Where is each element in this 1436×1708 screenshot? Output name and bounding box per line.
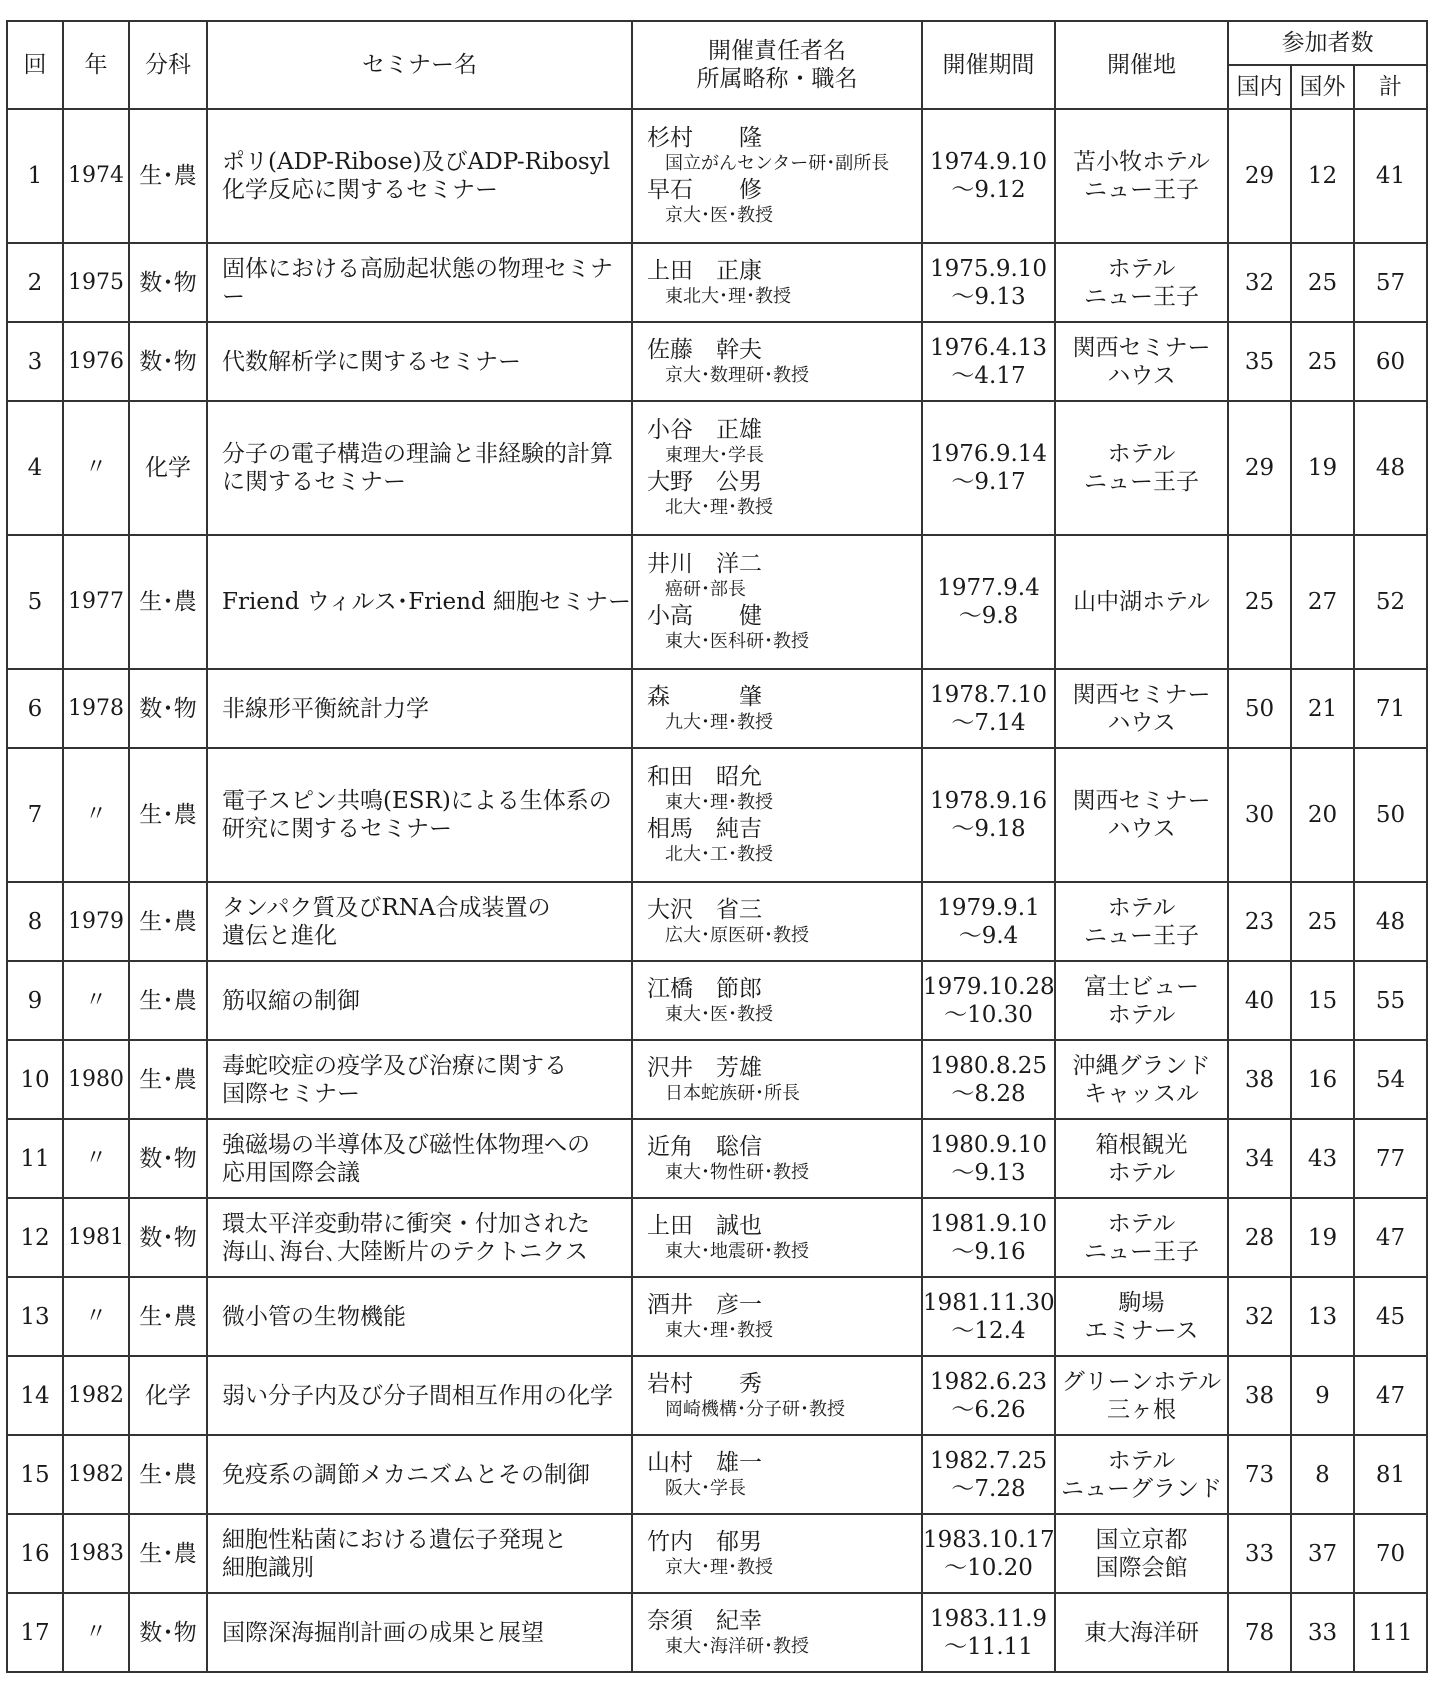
cell-number: 11 bbox=[7, 1119, 63, 1198]
cell-year: 1976 bbox=[63, 322, 129, 401]
cell-foreign: 8 bbox=[1291, 1435, 1354, 1514]
cell-domestic: 50 bbox=[1228, 669, 1291, 748]
cell-domestic: 32 bbox=[1228, 243, 1291, 322]
organizer-name: 小谷 正雄 bbox=[647, 417, 762, 443]
cell-foreign: 13 bbox=[1291, 1277, 1354, 1356]
cell-field: 数･物 bbox=[129, 322, 207, 401]
header-foreign: 国外 bbox=[1291, 65, 1354, 109]
cell-seminar-name: 微小管の生物機能 bbox=[207, 1277, 632, 1356]
organizer-affiliation: 東大･物性研･教授 bbox=[665, 1161, 809, 1183]
cell-seminar-name: 非線形平衡統計力学 bbox=[207, 669, 632, 748]
cell-foreign: 16 bbox=[1291, 1040, 1354, 1119]
organizer-name: 大野 公男 bbox=[647, 469, 762, 495]
cell-total: 45 bbox=[1354, 1277, 1427, 1356]
table-row bbox=[7, 669, 1427, 748]
header-seminar: セミナー名 bbox=[207, 21, 632, 109]
cell-seminar-name: 毒蛇咬症の疫学及び治療に関する 国際セミナー bbox=[207, 1040, 632, 1119]
cell-field: 生･農 bbox=[129, 1277, 207, 1356]
organizer-affiliation: 京大･医･教授 bbox=[665, 205, 773, 226]
organizer-name: 岩村 秀 bbox=[647, 1370, 762, 1397]
table-header bbox=[7, 21, 1427, 109]
organizer-affiliation: 岡崎機構･分子研･教授 bbox=[665, 1398, 845, 1420]
cell-domestic: 38 bbox=[1228, 1040, 1291, 1119]
cell-year: 〃 bbox=[63, 1277, 129, 1356]
cell-period: 1979.10.28 ～10.30 bbox=[922, 961, 1055, 1040]
cell-field: 数･物 bbox=[129, 243, 207, 322]
cell-period: 1981.11.30 ～12.4 bbox=[922, 1277, 1055, 1356]
cell-foreign: 9 bbox=[1291, 1356, 1354, 1435]
cell-year: 〃 bbox=[63, 748, 129, 882]
table-body bbox=[7, 109, 1427, 1672]
cell-period: 1979.9.1 ～9.4 bbox=[922, 882, 1055, 961]
cell-period: 1976.4.13 ～4.17 bbox=[922, 322, 1055, 401]
organizer-affiliation: 東理大･学長 bbox=[665, 445, 764, 466]
cell-year: 1978 bbox=[63, 669, 129, 748]
cell-period: 1983.11.9 ～11.11 bbox=[922, 1593, 1055, 1672]
table-row bbox=[7, 1593, 1427, 1672]
seminar-table-container bbox=[6, 20, 1428, 1673]
cell-period: 1982.6.23 ～6.26 bbox=[922, 1356, 1055, 1435]
cell-total: 60 bbox=[1354, 322, 1427, 401]
organizer-affiliation: 東大･海洋研･教授 bbox=[665, 1635, 809, 1657]
cell-year: 〃 bbox=[63, 1593, 129, 1672]
cell-seminar-name: 代数解析学に関するセミナー bbox=[207, 322, 632, 401]
cell-organizer bbox=[632, 1593, 922, 1672]
cell-period: 1976.9.14 ～9.17 bbox=[922, 401, 1055, 535]
cell-number: 2 bbox=[7, 243, 63, 322]
cell-venue: ホテル ニュー王子 bbox=[1055, 401, 1228, 535]
cell-organizer bbox=[632, 1435, 922, 1514]
header-kai: 回 bbox=[7, 21, 63, 109]
cell-total: 77 bbox=[1354, 1119, 1427, 1198]
cell-organizer bbox=[632, 882, 922, 961]
cell-year: 1982 bbox=[63, 1435, 129, 1514]
cell-foreign: 25 bbox=[1291, 322, 1354, 401]
table-row bbox=[7, 322, 1427, 401]
organizer-affiliation: 東大･理･教授 bbox=[665, 1319, 773, 1341]
organizer-affiliation: 東大･地震研･教授 bbox=[665, 1240, 809, 1262]
cell-organizer bbox=[632, 669, 922, 748]
cell-seminar-name: 筋収縮の制御 bbox=[207, 961, 632, 1040]
cell-field: 数･物 bbox=[129, 669, 207, 748]
cell-organizer bbox=[632, 748, 922, 882]
table-row bbox=[7, 1277, 1427, 1356]
cell-field: 生･農 bbox=[129, 535, 207, 669]
cell-seminar-name: 国際深海掘削計画の成果と展望 bbox=[207, 1593, 632, 1672]
cell-total: 47 bbox=[1354, 1356, 1427, 1435]
cell-foreign: 21 bbox=[1291, 669, 1354, 748]
organizer-name: 大沢 省三 bbox=[647, 896, 762, 923]
cell-total: 52 bbox=[1354, 535, 1427, 669]
cell-period: 1977.9.4 ～9.8 bbox=[922, 535, 1055, 669]
header-year: 年 bbox=[63, 21, 129, 109]
cell-year: 1975 bbox=[63, 243, 129, 322]
cell-number: 1 bbox=[7, 109, 63, 243]
cell-organizer bbox=[632, 401, 922, 535]
table-row bbox=[7, 1435, 1427, 1514]
cell-venue: ホテル ニューグランド bbox=[1055, 1435, 1228, 1514]
cell-year: 〃 bbox=[63, 401, 129, 535]
cell-period: 1982.7.25 ～7.28 bbox=[922, 1435, 1055, 1514]
cell-venue: 関西セミナー ハウス bbox=[1055, 748, 1228, 882]
cell-venue: 国立京都 国際会館 bbox=[1055, 1514, 1228, 1593]
cell-total: 70 bbox=[1354, 1514, 1427, 1593]
cell-period: 1980.9.10 ～9.13 bbox=[922, 1119, 1055, 1198]
cell-domestic: 35 bbox=[1228, 322, 1291, 401]
cell-foreign: 43 bbox=[1291, 1119, 1354, 1198]
cell-domestic: 25 bbox=[1228, 535, 1291, 669]
organizer-affiliation: 九大･理･教授 bbox=[665, 711, 773, 733]
cell-year: 1981 bbox=[63, 1198, 129, 1277]
cell-field: 生･農 bbox=[129, 1435, 207, 1514]
cell-seminar-name: 弱い分子内及び分子間相互作用の化学 bbox=[207, 1356, 632, 1435]
cell-domestic: 23 bbox=[1228, 882, 1291, 961]
cell-field: 化学 bbox=[129, 401, 207, 535]
organizer-affiliation: 京大･理･教授 bbox=[665, 1556, 773, 1578]
cell-total: 50 bbox=[1354, 748, 1427, 882]
cell-seminar-name: タンパク質及びRNA合成装置の 遺伝と進化 bbox=[207, 882, 632, 961]
cell-total: 47 bbox=[1354, 1198, 1427, 1277]
cell-field: 生･農 bbox=[129, 961, 207, 1040]
header-participants: 参加者数 bbox=[1228, 21, 1427, 65]
cell-total: 48 bbox=[1354, 401, 1427, 535]
cell-organizer bbox=[632, 1119, 922, 1198]
organizer-name: 杉村 隆 bbox=[647, 125, 762, 151]
organizer-name: 森 肇 bbox=[647, 683, 762, 710]
cell-seminar-name: 固体における高励起状態の物理セミナー bbox=[207, 243, 632, 322]
cell-venue: ホテル ニュー王子 bbox=[1055, 243, 1228, 322]
seminar-table bbox=[6, 20, 1428, 1673]
cell-organizer bbox=[632, 1040, 922, 1119]
cell-year: 1979 bbox=[63, 882, 129, 961]
table-row bbox=[7, 1040, 1427, 1119]
cell-seminar-name: 分子の電子構造の理論と非経験的計算 に関するセミナー bbox=[207, 401, 632, 535]
organizer-name: 山村 雄一 bbox=[647, 1449, 762, 1476]
cell-number: 10 bbox=[7, 1040, 63, 1119]
organizer-affiliation: 東大･理･教授 bbox=[665, 792, 773, 813]
header-organizer: 開催責任者名 所属略称・職名 bbox=[632, 21, 922, 109]
cell-field: 数･物 bbox=[129, 1198, 207, 1277]
cell-year: 1980 bbox=[63, 1040, 129, 1119]
cell-field: 生･農 bbox=[129, 109, 207, 243]
cell-venue: ホテル ニュー王子 bbox=[1055, 1198, 1228, 1277]
cell-seminar-name: 環太平洋変動帯に衝突・付加された 海山､海台､大陸断片のテクトニクス bbox=[207, 1198, 632, 1277]
table-row bbox=[7, 882, 1427, 961]
header-period: 開催期間 bbox=[922, 21, 1055, 109]
table-row bbox=[7, 961, 1427, 1040]
organizer-affiliation: 北大･工･教授 bbox=[665, 844, 773, 865]
cell-seminar-name: ポリ(ADP-Ribose)及びADP-Ribosyl 化学反応に関するセミナー bbox=[207, 109, 632, 243]
cell-number: 6 bbox=[7, 669, 63, 748]
organizer-name: 酒井 彦一 bbox=[647, 1291, 762, 1318]
cell-foreign: 37 bbox=[1291, 1514, 1354, 1593]
table-row bbox=[7, 748, 1427, 882]
header-field: 分科 bbox=[129, 21, 207, 109]
cell-period: 1983.10.17 ～10.20 bbox=[922, 1514, 1055, 1593]
header-domestic: 国内 bbox=[1228, 65, 1291, 109]
cell-number: 9 bbox=[7, 961, 63, 1040]
organizer-affiliation: 北大･理･教授 bbox=[665, 497, 773, 518]
organizer-name: 相馬 純吉 bbox=[647, 816, 762, 842]
cell-field: 数･物 bbox=[129, 1119, 207, 1198]
organizer-affiliation: 京大･数理研･教授 bbox=[665, 364, 809, 386]
organizer-name: 佐藤 幹夫 bbox=[647, 336, 762, 363]
cell-organizer bbox=[632, 109, 922, 243]
cell-total: 71 bbox=[1354, 669, 1427, 748]
cell-number: 12 bbox=[7, 1198, 63, 1277]
cell-field: 生･農 bbox=[129, 1040, 207, 1119]
table-row bbox=[7, 535, 1427, 669]
cell-total: 55 bbox=[1354, 961, 1427, 1040]
cell-domestic: 34 bbox=[1228, 1119, 1291, 1198]
cell-venue: 駒場 エミナース bbox=[1055, 1277, 1228, 1356]
cell-number: 13 bbox=[7, 1277, 63, 1356]
cell-domestic: 73 bbox=[1228, 1435, 1291, 1514]
cell-venue: 箱根観光 ホテル bbox=[1055, 1119, 1228, 1198]
organizer-affiliation: 国立がんセンター研･副所長 bbox=[665, 153, 890, 174]
table-row bbox=[7, 1356, 1427, 1435]
organizer-name: 沢井 芳雄 bbox=[647, 1054, 762, 1081]
cell-venue: 関西セミナー ハウス bbox=[1055, 669, 1228, 748]
cell-total: 57 bbox=[1354, 243, 1427, 322]
cell-venue: 関西セミナー ハウス bbox=[1055, 322, 1228, 401]
table-row bbox=[7, 243, 1427, 322]
cell-organizer bbox=[632, 243, 922, 322]
organizer-name: 小高 健 bbox=[647, 603, 762, 629]
organizer-affiliation: 阪大･学長 bbox=[665, 1477, 746, 1499]
cell-number: 16 bbox=[7, 1514, 63, 1593]
cell-total: 54 bbox=[1354, 1040, 1427, 1119]
cell-year: 1982 bbox=[63, 1356, 129, 1435]
organizer-name: 江橋 節郎 bbox=[647, 975, 762, 1002]
cell-domestic: 78 bbox=[1228, 1593, 1291, 1672]
cell-period: 1981.9.10 ～9.16 bbox=[922, 1198, 1055, 1277]
cell-seminar-name: 免疫系の調節メカニズムとその制御 bbox=[207, 1435, 632, 1514]
cell-foreign: 25 bbox=[1291, 243, 1354, 322]
header-total: 計 bbox=[1354, 65, 1427, 109]
cell-seminar-name: 強磁場の半導体及び磁性体物理への 応用国際会議 bbox=[207, 1119, 632, 1198]
organizer-name: 和田 昭允 bbox=[647, 764, 762, 790]
cell-number: 14 bbox=[7, 1356, 63, 1435]
cell-foreign: 33 bbox=[1291, 1593, 1354, 1672]
cell-number: 15 bbox=[7, 1435, 63, 1514]
cell-number: 5 bbox=[7, 535, 63, 669]
cell-organizer bbox=[632, 322, 922, 401]
organizer-name: 近角 聡信 bbox=[647, 1133, 762, 1160]
cell-domestic: 40 bbox=[1228, 961, 1291, 1040]
cell-domestic: 28 bbox=[1228, 1198, 1291, 1277]
cell-period: 1980.8.25 ～8.28 bbox=[922, 1040, 1055, 1119]
organizer-affiliation: 東大･医･教授 bbox=[665, 1003, 773, 1025]
cell-foreign: 20 bbox=[1291, 748, 1354, 882]
organizer-name: 奈須 紀幸 bbox=[647, 1607, 762, 1634]
cell-organizer bbox=[632, 535, 922, 669]
cell-venue: 東大海洋研 bbox=[1055, 1593, 1228, 1672]
table-row bbox=[7, 1514, 1427, 1593]
cell-venue: 富士ビュー ホテル bbox=[1055, 961, 1228, 1040]
organizer-affiliation: 東北大･理･教授 bbox=[665, 285, 791, 307]
cell-foreign: 15 bbox=[1291, 961, 1354, 1040]
cell-number: 7 bbox=[7, 748, 63, 882]
cell-domestic: 29 bbox=[1228, 401, 1291, 535]
organizer-name: 上田 正康 bbox=[647, 257, 762, 284]
cell-period: 1978.7.10 ～7.14 bbox=[922, 669, 1055, 748]
cell-total: 41 bbox=[1354, 109, 1427, 243]
cell-organizer bbox=[632, 961, 922, 1040]
organizer-affiliation: 広大･原医研･教授 bbox=[665, 924, 809, 946]
cell-number: 3 bbox=[7, 322, 63, 401]
cell-seminar-name: 細胞性粘菌における遺伝子発現と 細胞識別 bbox=[207, 1514, 632, 1593]
cell-field: 生･農 bbox=[129, 882, 207, 961]
cell-venue: 苫小牧ホテル ニュー王子 bbox=[1055, 109, 1228, 243]
table-row bbox=[7, 109, 1427, 243]
cell-period: 1974.9.10 ～9.12 bbox=[922, 109, 1055, 243]
cell-domestic: 30 bbox=[1228, 748, 1291, 882]
cell-field: 生･農 bbox=[129, 748, 207, 882]
cell-total: 48 bbox=[1354, 882, 1427, 961]
organizer-name: 早石 修 bbox=[647, 177, 762, 203]
cell-number: 17 bbox=[7, 1593, 63, 1672]
cell-field: 生･農 bbox=[129, 1514, 207, 1593]
cell-number: 4 bbox=[7, 401, 63, 535]
cell-organizer bbox=[632, 1514, 922, 1593]
cell-organizer bbox=[632, 1277, 922, 1356]
cell-foreign: 12 bbox=[1291, 109, 1354, 243]
cell-period: 1975.9.10 ～9.13 bbox=[922, 243, 1055, 322]
table-row bbox=[7, 401, 1427, 535]
cell-total: 111 bbox=[1354, 1593, 1427, 1672]
cell-foreign: 27 bbox=[1291, 535, 1354, 669]
organizer-affiliation: 癌研･部長 bbox=[665, 579, 746, 600]
cell-venue: ホテル ニュー王子 bbox=[1055, 882, 1228, 961]
cell-venue: 沖縄グランド キャッスル bbox=[1055, 1040, 1228, 1119]
cell-domestic: 32 bbox=[1228, 1277, 1291, 1356]
cell-seminar-name: Friend ウィルス･Friend 細胞セミナー bbox=[207, 535, 632, 669]
table-row bbox=[7, 1198, 1427, 1277]
cell-year: 1974 bbox=[63, 109, 129, 243]
cell-year: 〃 bbox=[63, 1119, 129, 1198]
organizer-affiliation: 日本蛇族研･所長 bbox=[665, 1082, 800, 1104]
cell-total: 81 bbox=[1354, 1435, 1427, 1514]
cell-year: 〃 bbox=[63, 961, 129, 1040]
cell-foreign: 19 bbox=[1291, 1198, 1354, 1277]
cell-field: 数･物 bbox=[129, 1593, 207, 1672]
cell-period: 1978.9.16 ～9.18 bbox=[922, 748, 1055, 882]
cell-domestic: 29 bbox=[1228, 109, 1291, 243]
table-row bbox=[7, 1119, 1427, 1198]
organizer-affiliation: 東大･医科研･教授 bbox=[665, 631, 809, 652]
cell-seminar-name: 電子スピン共鳴(ESR)による生体系の 研究に関するセミナー bbox=[207, 748, 632, 882]
organizer-name: 上田 誠也 bbox=[647, 1212, 762, 1239]
cell-venue: 山中湖ホテル bbox=[1055, 535, 1228, 669]
organizer-name: 井川 洋二 bbox=[647, 551, 762, 577]
cell-organizer bbox=[632, 1198, 922, 1277]
cell-foreign: 25 bbox=[1291, 882, 1354, 961]
cell-venue: グリーンホテル 三ヶ根 bbox=[1055, 1356, 1228, 1435]
cell-domestic: 33 bbox=[1228, 1514, 1291, 1593]
cell-year: 1983 bbox=[63, 1514, 129, 1593]
cell-foreign: 19 bbox=[1291, 401, 1354, 535]
header-venue: 開催地 bbox=[1055, 21, 1228, 109]
cell-year: 1977 bbox=[63, 535, 129, 669]
cell-domestic: 38 bbox=[1228, 1356, 1291, 1435]
cell-organizer bbox=[632, 1356, 922, 1435]
cell-number: 8 bbox=[7, 882, 63, 961]
cell-field: 化学 bbox=[129, 1356, 207, 1435]
organizer-name: 竹内 郁男 bbox=[647, 1528, 762, 1555]
